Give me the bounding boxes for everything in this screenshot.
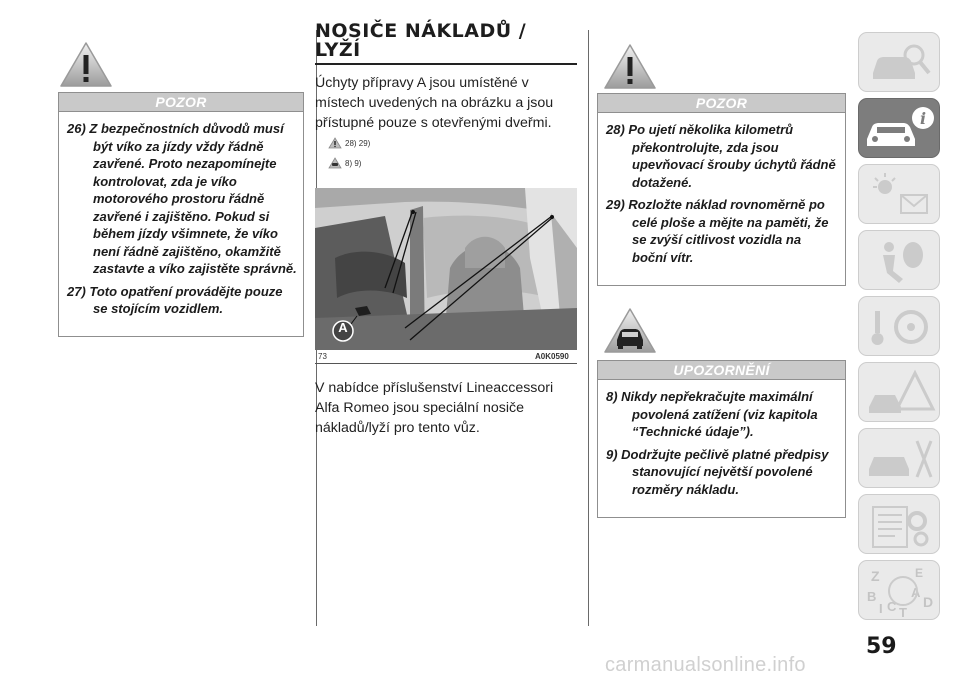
index-letter: D <box>923 594 934 610</box>
car-tools-icon <box>859 429 941 489</box>
note-9: 9) Dodržujte pečlivě platné předpisy stanovující největší povolené rozměry nákladu. <box>606 446 829 497</box>
figure-callout-label: A <box>338 320 348 335</box>
figure-number: 73 <box>318 352 327 361</box>
column-divider-2 <box>588 30 589 626</box>
note-27: 27) Toto opatření provádějte pouze se stojícím vozidlem. <box>67 283 283 316</box>
note-8: 8) Nikdy nepřekračujte maximální povolená zatížení (viz kapitola “Technické údaje”). <box>606 389 818 439</box>
tab-steering-key[interactable] <box>858 296 940 356</box>
index-letter: Z <box>871 568 880 584</box>
index-letter: A <box>911 585 921 600</box>
tab-emergency[interactable] <box>858 362 940 422</box>
tab-car-search[interactable] <box>858 32 940 92</box>
small-warning-icon <box>328 137 342 149</box>
car-interior-illustration <box>315 188 577 350</box>
intro-paragraph: Úchyty přípravy A jsou umístěné v místech uvedených na obrázku a jsou přístupné pouze s otevřenými dveřmi. <box>315 75 554 131</box>
index-letter: T <box>899 605 907 620</box>
upozorneni-box <box>597 380 846 518</box>
pozor-box <box>58 112 304 337</box>
page-number: 59 <box>866 634 897 659</box>
upozorneni-title-bar: UPOZORNĚNÍ <box>597 360 846 380</box>
tab-car-info[interactable] <box>858 98 940 158</box>
small-caution-icon <box>328 157 342 169</box>
car-interior-figure <box>315 188 577 350</box>
pozor-title-bar-right: POZOR <box>597 93 846 113</box>
watermark: carmanualsonline.info <box>605 654 806 676</box>
note-29: 29) Rozložte náklad rovnoměrně po celé ploše a mějte na paměti, že se zvýší citlivost vozidla na boční vítr. <box>606 197 829 265</box>
tab-technical-data[interactable] <box>858 494 940 554</box>
index-letter: C <box>887 599 897 614</box>
tab-dashboard-lights[interactable] <box>858 164 940 224</box>
tab-airbag[interactable] <box>858 230 940 290</box>
warning-triangle-car-icon <box>859 363 941 423</box>
caution-reference: 8) 9) <box>328 157 361 169</box>
note-28: 28) Po ujetí několika kilometrů překontrolujte, zda jsou upevňovací šrouby úchytů řádně dotažené. <box>606 122 836 190</box>
steering-key-icon <box>859 297 941 357</box>
technical-data-icon <box>859 495 941 555</box>
section-heading: NOSIČE NÁKLADŮ / LYŽÍ <box>315 20 527 61</box>
index-letter: B <box>867 589 877 604</box>
index-letter: I <box>879 601 883 616</box>
figure-code: A0K0590 <box>535 352 569 361</box>
tab-index[interactable] <box>858 560 940 620</box>
note-26: 26) Z bezpečnostních důvodů musí být víko za jízdy vždy řádně zavřené. Proto nezapomínejte kontrolovat, zda je víko motorového prostoru řádně zavřené i zajištěno. Pokud si během jízdy všimnete, že víko není řádně zajištěno, okamžitě zastavte a víko zajistěte správně. <box>67 121 297 276</box>
index-letter: E <box>915 566 924 580</box>
figure-underline <box>315 363 577 364</box>
car-info-icon <box>859 99 941 159</box>
warning-icon <box>602 42 658 92</box>
airbag-icon <box>859 231 941 291</box>
car-search-icon <box>859 33 941 93</box>
accessories-paragraph: V nabídce příslušenství Lineaccessori Alfa Romeo jsou speciální nosiče nákladů/lyží pro tento vůz. <box>315 380 554 436</box>
index-letters-icon <box>859 561 941 621</box>
pozor-title-bar: POZOR <box>58 92 304 112</box>
tab-car-tools[interactable] <box>858 428 940 488</box>
svg-text:i: i <box>919 109 927 128</box>
caution-car-icon <box>602 306 658 356</box>
warning-icon <box>58 40 114 90</box>
dashboard-lights-icon <box>859 165 941 225</box>
warning-reference: 28) 29) <box>328 137 370 149</box>
heading-underline <box>315 63 577 65</box>
pozor-box-right <box>597 113 846 286</box>
